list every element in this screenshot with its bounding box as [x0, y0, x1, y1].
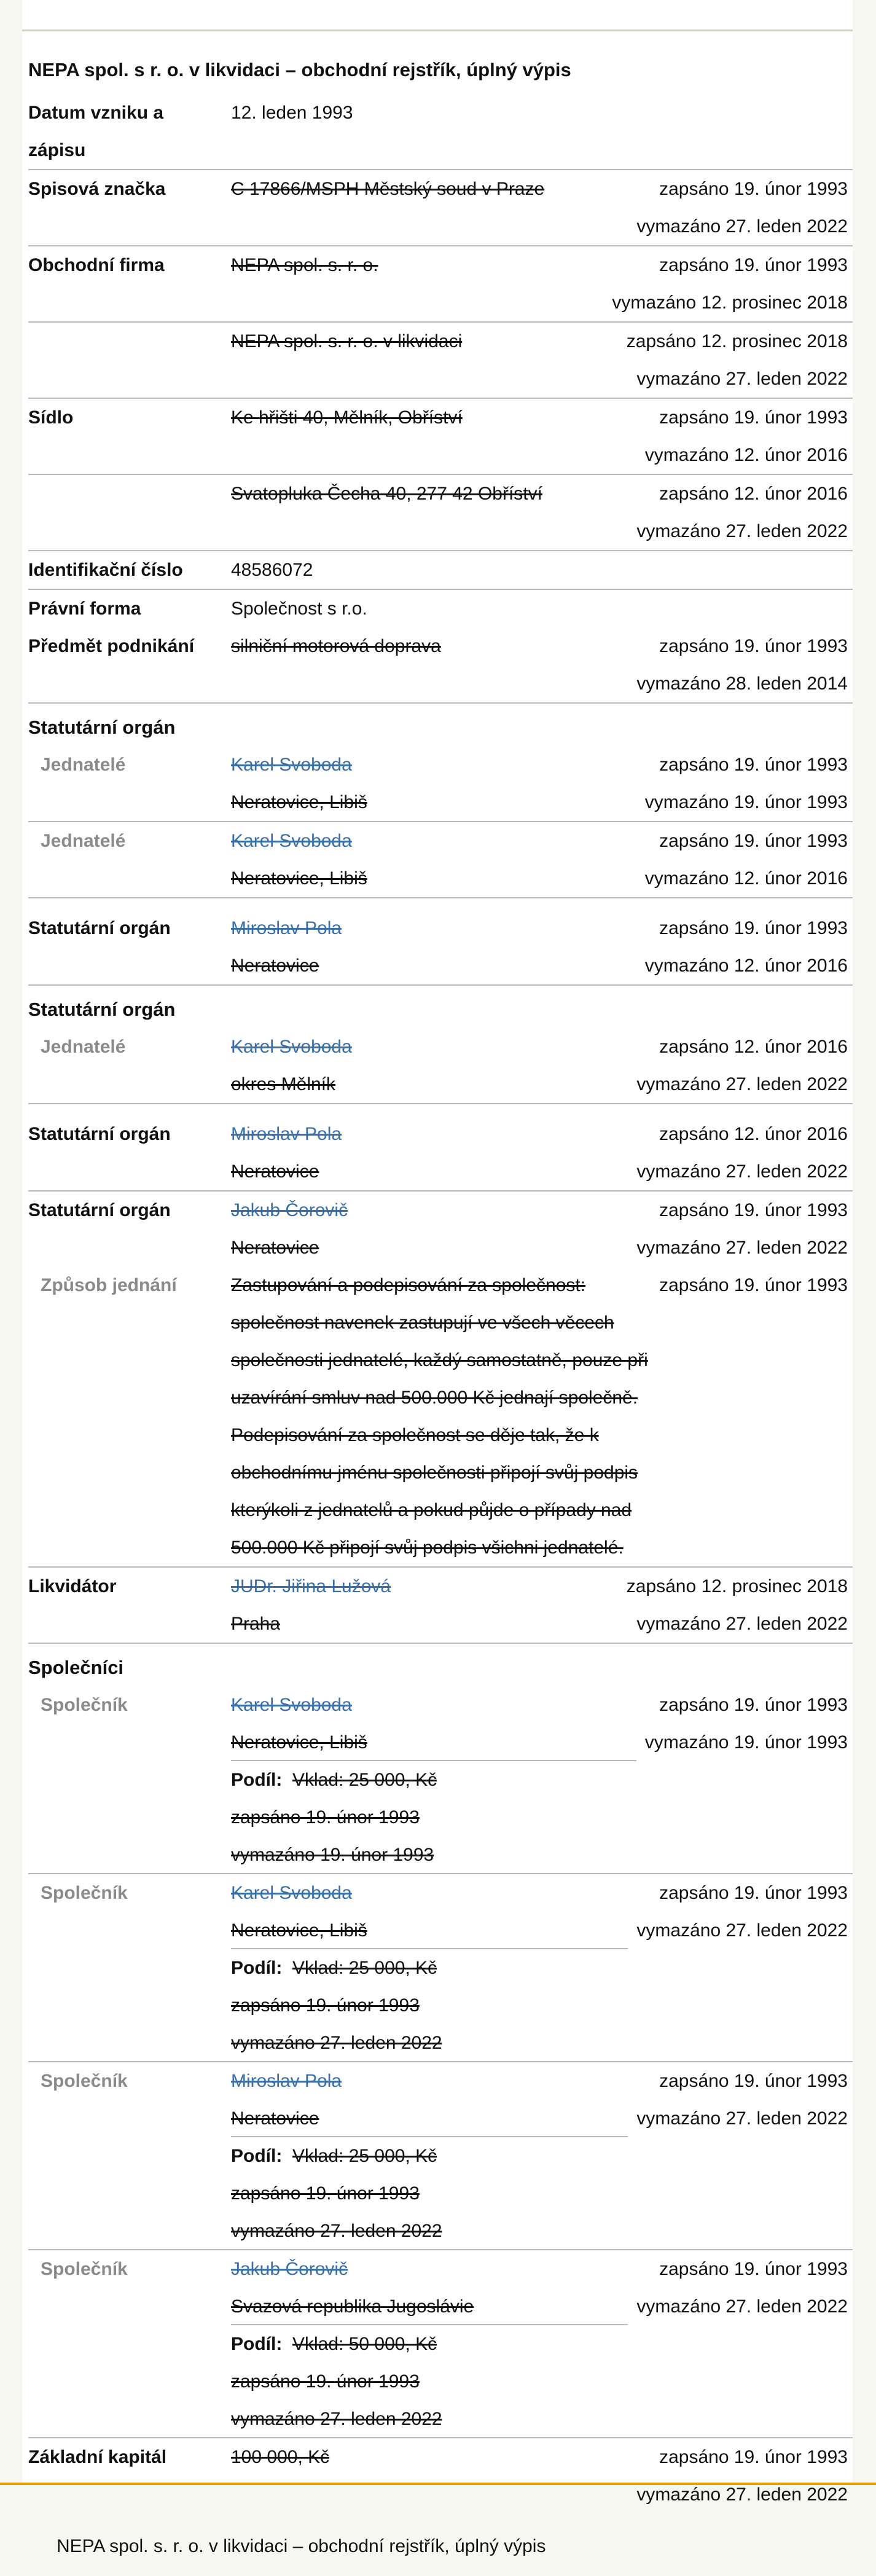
- text-line: společnost navenek zastupují ve všech věcech: [231, 1313, 614, 1333]
- vklad-value: Vklad: 50 000, Kč: [292, 2334, 437, 2354]
- dates-statutarni-2: [636, 1115, 848, 1190]
- value-ico: 48586072: [231, 560, 313, 580]
- share-line: [231, 1949, 442, 1987]
- footer-title: NEPA spol. s. r. o. v likvidaci – obchodní rejstřík, úplný výpis: [57, 2536, 546, 2556]
- dates-jednatele-3: [636, 1028, 848, 1103]
- row-sidlo-1: [28, 399, 853, 475]
- zapsano: zapsáno 12. únor 2016: [659, 484, 848, 504]
- label-spolecnik: Společník: [41, 2071, 128, 2091]
- value-sidlo-1: Ke hřišti 40, Mělník, Obříství: [231, 407, 463, 428]
- label-statutarni-organ: Statutární orgán: [28, 1124, 171, 1144]
- row-ico: [28, 551, 853, 590]
- vymazano: vymazáno 12. únor 2016: [644, 956, 848, 976]
- vymazano: vymazáno 19. únor 1993: [644, 1732, 848, 1753]
- page-title: NEPA spol. s r. o. v likvidaci – obchodní rejstřík, úplný výpis: [28, 59, 571, 80]
- label-jednatele: Jednatelé: [41, 1037, 126, 1057]
- dates-sidlo-1: [645, 399, 848, 474]
- person-link[interactable]: Miroslav Pola: [231, 918, 342, 938]
- footer-divider: [0, 2483, 876, 2485]
- person-address: Praha: [231, 1614, 281, 1634]
- dates-jednatele-2: [645, 822, 848, 897]
- row-statutarni-organ-2: [28, 1104, 853, 1192]
- row-statutarni-organ-3: [28, 1192, 853, 1266]
- vymazano: vymazáno 27. leden 2022: [636, 216, 848, 237]
- dates-firma-2: [627, 323, 848, 398]
- vklad-value: Vklad: 25 000, Kč: [292, 2146, 437, 2166]
- text-line: 500.000 Kč připojí svůj podpis všichni jednatelé.: [231, 1537, 624, 1558]
- zapsano: zapsáno 19. únor 1993: [659, 179, 848, 199]
- dates-spolecnik-2: [636, 1874, 848, 1949]
- text-line: kterýkoli z jednatelů a pokud půjde o případy nad: [231, 1500, 632, 1520]
- value-firma-1: NEPA spol. s. r. o.: [231, 255, 378, 275]
- share-block: [231, 2137, 442, 2250]
- text-line: uzavírání smluv nad 500.000 Kč jednají společně.: [231, 1388, 638, 1408]
- dates-sidlo-2: [636, 475, 848, 550]
- person-address: Neratovice, Libiš: [231, 868, 367, 889]
- dates-spis: [636, 170, 848, 245]
- document-sheet: [22, 0, 853, 2505]
- dates-zpusob: [659, 1266, 848, 1304]
- share-vymazano: vymazáno 19. únor 1993: [231, 1845, 434, 1865]
- zapsano: zapsáno 19. únor 1993: [659, 755, 848, 775]
- vklad-value: Vklad: 25 000, Kč: [292, 1770, 437, 1790]
- label-likvidator: Likvidátor: [28, 1576, 117, 1596]
- zapsano: zapsáno 19. únor 1993: [659, 1695, 848, 1715]
- row-jednatele-1: [28, 746, 853, 822]
- share-zapsano: zapsáno 19. únor 1993: [231, 2371, 420, 2392]
- label-predmet: Předmět podnikání: [28, 636, 195, 656]
- text-line: Zastupování a podepisování za společnost:: [231, 1275, 586, 1295]
- label-spolecnik: Společník: [41, 1883, 128, 1903]
- text-line: Podepisování za společnost se děje tak, že k: [231, 1425, 599, 1445]
- person-link[interactable]: Jakub Čorovič: [231, 1200, 348, 1220]
- share-line: [231, 2137, 442, 2175]
- label-jednatele: Jednatelé: [41, 831, 126, 851]
- dates-jednatele-1: [645, 746, 848, 821]
- label-firma: Obchodní firma: [28, 255, 165, 275]
- vymazano: vymazáno 27. leden 2022: [636, 2296, 848, 2317]
- share-block: [231, 1949, 442, 2062]
- person-address: Neratovice, Libiš: [231, 792, 367, 812]
- zapsano: zapsáno 19. únor 1993: [659, 1883, 848, 1903]
- label-spolecnik: Společník: [41, 1695, 128, 1715]
- label-ico: Identifikační číslo: [28, 560, 183, 580]
- dates-statutarni-1: [645, 909, 848, 984]
- label-jednatele: Jednatelé: [41, 755, 126, 775]
- section-title-spolecnici: Společníci: [28, 1657, 124, 1678]
- zapsano: zapsáno 19. únor 1993: [659, 2447, 848, 2467]
- value-kapital: 100 000, Kč: [231, 2447, 330, 2467]
- person-address: Neratovice: [231, 1161, 319, 1182]
- dates-spolecnik-3: [636, 2062, 848, 2137]
- label-spis: Spisová značka: [28, 179, 166, 199]
- text-line: obchodnímu jménu společnosti připojí svůj podpis: [231, 1463, 638, 1483]
- row-sidlo-2: [28, 475, 853, 551]
- share-line: [231, 1761, 437, 1799]
- zapsano: zapsáno 19. únor 1993: [659, 636, 848, 656]
- row-zakladni-kapital: [28, 2438, 853, 2513]
- person-address: Neratovice: [231, 2108, 319, 2129]
- person-link[interactable]: Miroslav Pola: [231, 2071, 342, 2091]
- podil-label: Podíl:: [231, 1770, 283, 1790]
- person-address: Neratovice: [231, 956, 319, 976]
- zapsano: zapsáno 19. únor 1993: [659, 1200, 848, 1220]
- vymazano: vymazáno 27. leden 2022: [636, 1238, 848, 1258]
- label-forma: Právní forma: [28, 599, 141, 619]
- zapsano: zapsáno 19. únor 1993: [659, 1275, 848, 1295]
- value-sidlo-2: Svatopluka Čecha 40, 277 42 Obříství: [231, 484, 542, 504]
- row-zpusob-jednani: [28, 1266, 853, 1568]
- zapsano: zapsáno 19. únor 1993: [659, 831, 848, 851]
- share-block: [231, 1761, 437, 1874]
- person-link[interactable]: Jakub Čorovič: [231, 2259, 348, 2279]
- row-jednatele-3: [28, 1028, 853, 1104]
- person-link[interactable]: Karel Svoboda: [231, 1695, 352, 1715]
- vymazano: vymazáno 27. leden 2022: [636, 1920, 848, 1941]
- text-line: společnosti jednatelé, každý samostatně, pouze při: [231, 1350, 648, 1370]
- vymazano: vymazáno 28. leden 2014: [636, 673, 848, 694]
- row-statutarni-organ-1: [28, 898, 853, 986]
- zapsano: zapsáno 12. prosinec 2018: [626, 1576, 848, 1596]
- dates-statutarni-3: [636, 1192, 848, 1266]
- row-likvidator: [28, 1568, 853, 1644]
- vymazano: vymazáno 19. únor 1993: [644, 792, 848, 812]
- share-vymazano: vymazáno 27. leden 2022: [231, 2033, 442, 2053]
- row-spisova-znacka: [28, 169, 853, 246]
- person-link[interactable]: JUDr. Jiřina Lužová: [231, 1576, 391, 1596]
- person-address: Neratovice, Libiš: [231, 1732, 367, 1753]
- value-datum: 12. leden 1993: [231, 103, 353, 123]
- share-zapsano: zapsáno 19. únor 1993: [231, 1995, 420, 2016]
- zapsano: zapsáno 19. únor 1993: [659, 918, 848, 938]
- vymazano: vymazáno 27. leden 2022: [636, 2108, 848, 2129]
- vklad-value: Vklad: 25 000, Kč: [292, 1958, 437, 1978]
- podil-label: Podíl:: [231, 2146, 283, 2166]
- zapsano: zapsáno 19. únor 1993: [659, 407, 848, 428]
- vymazano: vymazáno 12. prosinec 2018: [612, 293, 848, 313]
- vymazano: vymazáno 27. leden 2022: [636, 1614, 848, 1634]
- label-statutarni-organ: Statutární orgán: [28, 1200, 171, 1220]
- value-firma-2: NEPA spol. s. r. o. v likvidaci: [231, 331, 463, 351]
- row-pravni-forma: [28, 590, 853, 627]
- person-link[interactable]: Karel Svoboda: [231, 1883, 352, 1903]
- person-address: okres Mělník: [231, 1074, 336, 1094]
- row-spolecnik-3: [28, 2062, 853, 2250]
- podil-label: Podíl:: [231, 1958, 283, 1978]
- vymazano: vymazáno 27. leden 2022: [636, 369, 848, 389]
- share-vymazano: vymazáno 27. leden 2022: [231, 2409, 442, 2429]
- value-spis: C 17866/MSPH Městský soud v Praze: [231, 179, 545, 199]
- zapsano: zapsáno 12. únor 2016: [659, 1037, 848, 1057]
- podil-label: Podíl:: [231, 2334, 283, 2354]
- vymazano: vymazáno 12. únor 2016: [644, 868, 848, 889]
- row-obchodni-firma-2: [28, 323, 853, 399]
- person-address: Svazová republika Jugoslávie: [231, 2296, 474, 2317]
- person-link[interactable]: Karel Svoboda: [231, 1037, 352, 1057]
- share-line: [231, 2325, 442, 2363]
- row-datum-vzniku: [28, 94, 853, 169]
- row-jednatele-2: [28, 822, 853, 898]
- share-block: [231, 2325, 442, 2438]
- dates-spolecnik-4: [636, 2250, 848, 2325]
- row-spolecnik-4: [28, 2250, 853, 2438]
- value-predmet: silniční motorová doprava: [231, 636, 441, 656]
- dates-spolecnik-1: [645, 1686, 848, 1761]
- vymazano: vymazáno 12. únor 2016: [644, 445, 848, 465]
- vymazano: vymazáno 27. leden 2022: [636, 521, 848, 541]
- label-zpusob-jednani: Způsob jednání: [41, 1275, 177, 1295]
- person-link[interactable]: Karel Svoboda: [231, 831, 352, 851]
- dates-predmet: [636, 627, 848, 702]
- dates-likvidator: [627, 1568, 848, 1643]
- vymazano: vymazáno 27. leden 2022: [636, 2484, 848, 2505]
- zapsano: zapsáno 19. únor 1993: [659, 2071, 848, 2091]
- label-spolecnik: Společník: [41, 2259, 128, 2279]
- row-predmet-podnikani: [28, 627, 853, 704]
- section-title-statutarni-2: Statutární orgán: [28, 999, 176, 1020]
- label-kapital: Základní kapitál: [28, 2447, 167, 2467]
- dates-firma-1: [612, 246, 848, 321]
- person-address: Neratovice: [231, 1238, 319, 1258]
- label-sidlo: Sídlo: [28, 407, 74, 428]
- zapsano: zapsáno 12. únor 2016: [659, 1124, 848, 1144]
- vymazano: vymazáno 27. leden 2022: [636, 1074, 848, 1094]
- dates-kapital: [636, 2438, 848, 2513]
- label-datum-2: zápisu: [28, 140, 86, 160]
- register-body: [28, 94, 853, 2513]
- share-vymazano: vymazáno 27. leden 2022: [231, 2221, 442, 2241]
- zapsano: zapsáno 19. únor 1993: [659, 255, 848, 275]
- person-link[interactable]: Karel Svoboda: [231, 755, 352, 775]
- value-forma: Společnost s r.o.: [231, 599, 367, 619]
- vymazano: vymazáno 27. leden 2022: [636, 1161, 848, 1182]
- label-statutarni-organ: Statutární orgán: [28, 918, 171, 938]
- person-address: Neratovice, Libiš: [231, 1920, 367, 1941]
- share-zapsano: zapsáno 19. únor 1993: [231, 2183, 420, 2204]
- person-link[interactable]: Miroslav Pola: [231, 1124, 342, 1144]
- row-spolecnik-2: [28, 1874, 853, 2062]
- top-divider: [22, 29, 853, 31]
- zpusob-jednani-text: [231, 1266, 655, 1566]
- zapsano: zapsáno 19. únor 1993: [659, 2259, 848, 2279]
- label-datum-1: Datum vzniku a: [28, 103, 164, 123]
- section-title-statutarni-1: Statutární orgán: [28, 717, 176, 738]
- row-obchodni-firma-1: [28, 246, 853, 323]
- zapsano: zapsáno 12. prosinec 2018: [626, 331, 848, 351]
- row-spolecnik-1: [28, 1686, 853, 1874]
- share-zapsano: zapsáno 19. únor 1993: [231, 1807, 420, 1828]
